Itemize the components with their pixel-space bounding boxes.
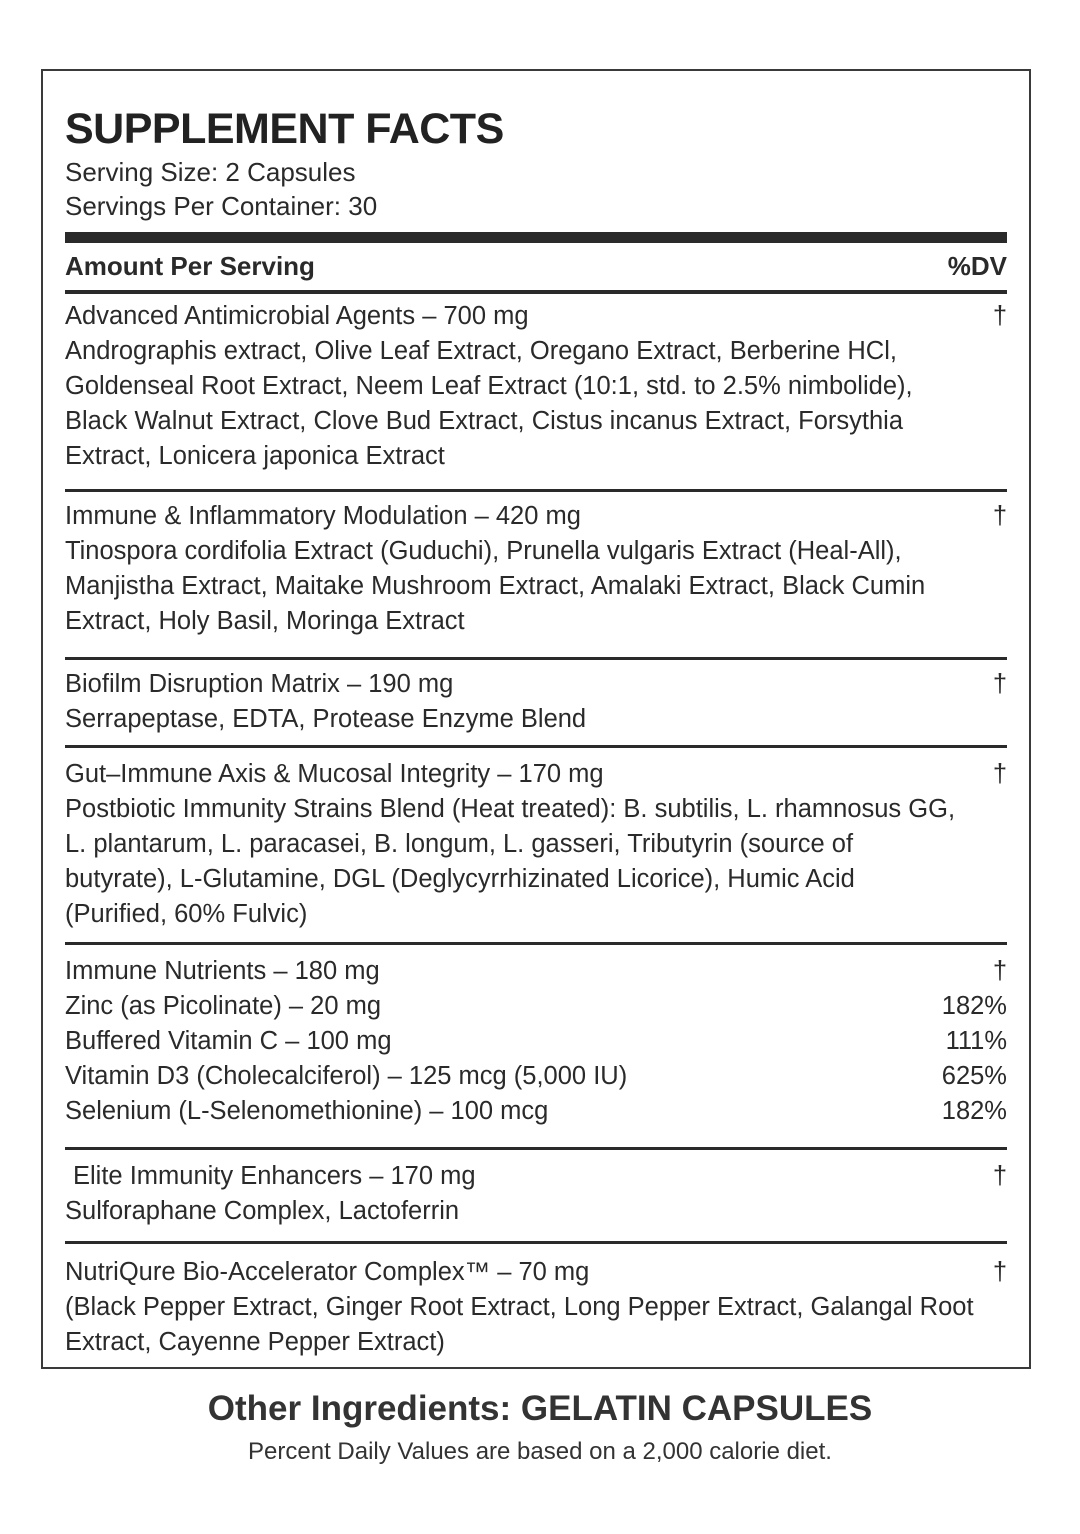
section-bio-accelerator xyxy=(65,1255,1007,1360)
nutrient-dv: 182% xyxy=(941,992,1007,1020)
section-elite-immunity xyxy=(65,1159,1007,1229)
section-divider xyxy=(65,745,1007,748)
dagger-mark: † xyxy=(992,1162,1007,1190)
section-heading: Elite Immunity Enhancers – 170 mg xyxy=(73,1162,476,1190)
section-heading-row xyxy=(65,757,1007,792)
dagger-mark: † xyxy=(992,1258,1007,1286)
nutrient-name: Selenium (L-Selenomethionine) – 100 mcg xyxy=(65,1097,549,1125)
section-description: (Black Pepper Extract, Ginger Root Extract, Long Pepper Extract, Galangal Root Extract, Cayenne Pepper Extract) xyxy=(65,1293,974,1356)
section-heading: Biofilm Disruption Matrix – 190 mg xyxy=(65,670,454,698)
panel-title: SUPPLEMENT FACTS xyxy=(65,105,504,153)
nutrient-row xyxy=(65,1059,1007,1094)
supplement-facts-panel xyxy=(41,69,1031,1369)
section-immune-nutrients xyxy=(65,954,1007,1129)
section-antimicrobial xyxy=(65,299,1007,474)
section-divider xyxy=(65,657,1007,660)
nutrient-row xyxy=(65,1094,1007,1129)
section-description: Postbiotic Immunity Strains Blend (Heat treated): B. subtilis, L. rhamnosus GG, L. plantarum, L. paracasei, B. longum, L. gasseri, Tributyrin (source of butyrate), L-Glutamine, DGL (Deglycyrrhizinated Licorice), Humic Acid (Purified, 60% Fulvic) xyxy=(65,795,956,928)
amount-per-serving-label: Amount Per Serving xyxy=(65,251,315,281)
nutrient-name: Vitamin D3 (Cholecalciferol) – 125 mcg (5,000 IU) xyxy=(65,1062,628,1090)
section-heading-row xyxy=(65,954,1007,989)
nutrient-row xyxy=(65,1024,1007,1059)
amount-header-row xyxy=(65,249,1007,283)
nutrient-dv: 625% xyxy=(941,1062,1007,1090)
section-heading: Advanced Antimicrobial Agents – 700 mg xyxy=(65,302,529,330)
section-immune-modulation xyxy=(65,499,1007,639)
section-description: Tinospora cordifolia Extract (Guduchi), Prunella vulgaris Extract (Heal-All), Manjistha Extract, Maitake Mushroom Extract, Amalaki Extract, Black Cumin Extract, Holy Basil, Moringa Extract xyxy=(65,537,926,635)
serving-size: Serving Size: 2 Capsules xyxy=(65,157,356,187)
section-heading-row xyxy=(65,499,1007,534)
dv-header-label: %DV xyxy=(947,251,1007,281)
thick-divider xyxy=(65,232,1007,243)
dagger-mark: † xyxy=(992,302,1007,330)
dagger-mark: † xyxy=(992,957,1007,985)
section-gut-immune xyxy=(65,757,1007,932)
section-description: Andrographis extract, Olive Leaf Extract, Oregano Extract, Berberine HCl, Goldenseal Root Extract, Neem Leaf Extract (10:1, std. to 2.5% nimbolide), Black Walnut Extract, Clove Bud Extract, Cistus incanus Extract, Forsythia Extract, Lonicera japonica Extract xyxy=(65,337,913,470)
section-heading: NutriQure Bio-Accelerator Complex™ – 70 mg xyxy=(65,1258,590,1286)
daily-value-note: Percent Daily Values are based on a 2,000 calorie diet. xyxy=(248,1438,832,1465)
section-divider xyxy=(65,1147,1007,1150)
section-description: Serrapeptase, EDTA, Protease Enzyme Blend xyxy=(65,705,587,733)
other-ingredients: Other Ingredients: GELATIN CAPSULES xyxy=(207,1389,873,1428)
section-divider xyxy=(65,1241,1007,1244)
nutrient-dv: 182% xyxy=(941,1097,1007,1125)
servings-per-container: Servings Per Container: 30 xyxy=(65,191,378,221)
nutrient-name: Buffered Vitamin C – 100 mg xyxy=(65,1027,392,1055)
dagger-mark: † xyxy=(992,502,1007,530)
nutrient-row xyxy=(65,989,1007,1024)
section-divider xyxy=(65,942,1007,945)
section-heading: Gut–Immune Axis & Mucosal Integrity – 170 mg xyxy=(65,760,604,788)
section-heading-row xyxy=(65,1255,1007,1290)
nutrient-name: Zinc (as Picolinate) – 20 mg xyxy=(65,992,382,1020)
dagger-mark: † xyxy=(992,760,1007,788)
header-divider xyxy=(65,290,1007,294)
dagger-mark: † xyxy=(992,670,1007,698)
section-heading-row xyxy=(65,1159,1007,1194)
section-divider xyxy=(65,489,1007,492)
section-biofilm xyxy=(65,667,1007,737)
section-description: Sulforaphane Complex, Lactoferrin xyxy=(65,1197,460,1225)
section-heading-row xyxy=(65,667,1007,702)
section-heading-row xyxy=(65,299,1007,334)
section-heading: Immune Nutrients – 180 mg xyxy=(65,957,380,985)
nutrient-dv: 111% xyxy=(945,1027,1007,1055)
section-heading: Immune & Inflammatory Modulation – 420 mg xyxy=(65,502,581,530)
